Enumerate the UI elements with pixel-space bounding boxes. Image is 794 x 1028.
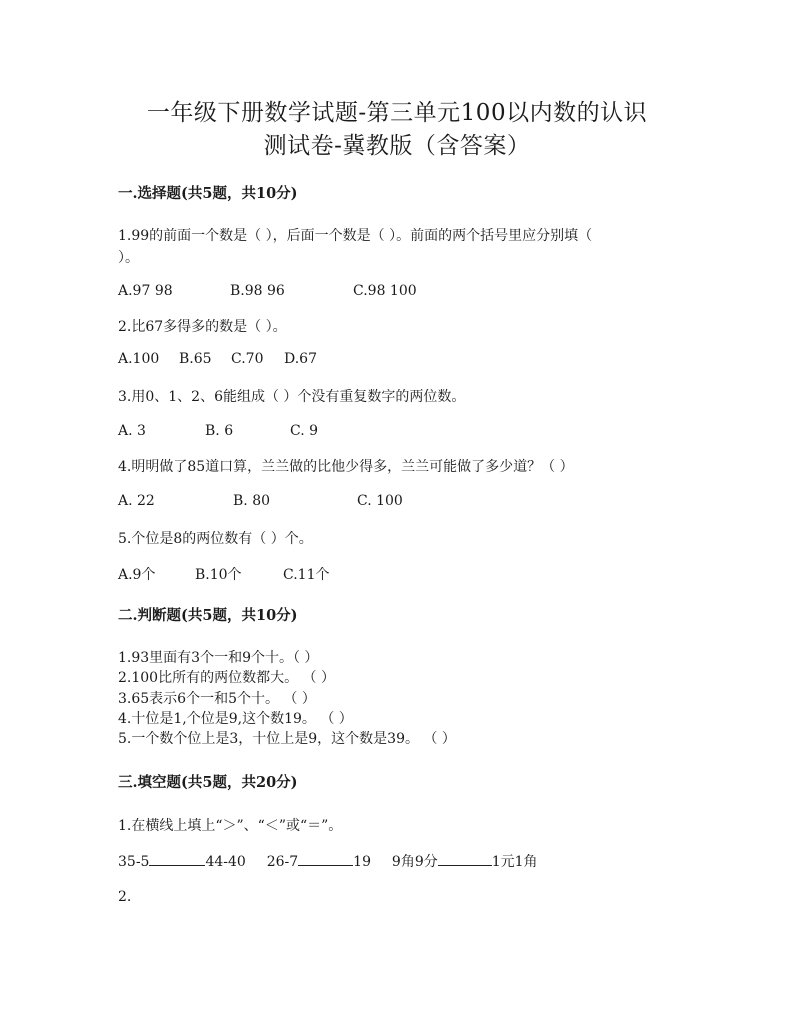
- comparison-1-left: 35-5: [118, 854, 150, 870]
- comparison-1-blank[interactable]: [149, 851, 205, 866]
- judge-item-2: 2.100比所有的两位数都大。 （ ）: [118, 670, 335, 686]
- fill-question-1-stem: 1.在横线上填上“＞”、“＜”或“＝”。: [118, 818, 343, 834]
- judge-item-3: 3.65表示6个一和5个十。 （ ）: [118, 691, 316, 707]
- question-4-stem: 4.明明做了85道口算，兰兰做的比他少得多，兰兰可能做了多少道？（ ）: [118, 459, 574, 475]
- document-title-line2: 测试卷-冀教版（含答案）: [263, 133, 531, 159]
- question-2-option-c: C.70: [231, 351, 264, 367]
- question-2-stem: 2.比67多得多的数是（ ）。: [118, 319, 287, 335]
- question-5-option-b: B.10个: [195, 567, 242, 583]
- document-title-line1: 一年级下册数学试题-第三单元100以内数的认识: [146, 100, 648, 126]
- question-1-option-a: A.97 98: [118, 283, 173, 299]
- question-3-option-a: A. 3: [118, 423, 146, 439]
- comparison-1-right: 44-40: [205, 854, 246, 870]
- comparison-3-blank[interactable]: [438, 851, 492, 866]
- question-1-option-c: C.98 100: [353, 283, 417, 299]
- judge-item-1: 1.93里面有3个一和9个十。（ ）: [118, 650, 319, 666]
- question-2-option-b: B.65: [179, 351, 212, 367]
- judge-item-4: 4.十位是1,个位是9,这个数19。 （ ）: [118, 711, 353, 727]
- question-4-option-b: B. 80: [233, 493, 271, 509]
- question-5-option-a: A.9个: [118, 567, 156, 583]
- comparison-3-right: 1元1角: [491, 854, 538, 870]
- section-heading-judge: 二.判断题(共5题，共10分): [118, 607, 298, 624]
- comparison-2-left: 26-7: [266, 854, 299, 870]
- fill-question-2-label: 2.: [118, 889, 132, 905]
- section-heading-fill: 三.填空题(共5题，共20分): [118, 774, 298, 791]
- question-2-option-a: A.100: [118, 351, 160, 367]
- question-3-stem: 3.用0、1、2、6能组成（ ）个没有重复数字的两位数。: [118, 389, 466, 405]
- fill-question-1-comparisons: [118, 851, 538, 871]
- question-5-stem: 5.个位是8的两位数有（ ）个。: [118, 531, 313, 547]
- section-heading-choice: 一.选择题(共5题，共10分): [118, 185, 298, 202]
- question-3-option-c: C. 9: [290, 423, 319, 439]
- judge-item-5: 5.一个数个位上是3，十位上是9，这个数是39。 （ ）: [118, 731, 456, 747]
- question-3-option-b: B. 6: [205, 423, 234, 439]
- comparison-3-left: 9角9分: [391, 854, 438, 870]
- question-5-option-c: C.11个: [283, 567, 330, 583]
- question-1-option-b: B.98 96: [230, 283, 285, 299]
- question-1-stem: 1.99的前面一个数是（ ），后面一个数是（ ）。前面的两个括号里应分别填（: [118, 228, 593, 244]
- question-4-option-c: C. 100: [357, 493, 403, 509]
- comparison-2-right: 19: [353, 854, 371, 870]
- question-1-stem-cont: ）。: [118, 250, 139, 266]
- question-4-option-a: A. 22: [118, 493, 155, 509]
- comparison-2-blank[interactable]: [298, 851, 353, 866]
- question-2-option-d: D.67: [284, 351, 317, 367]
